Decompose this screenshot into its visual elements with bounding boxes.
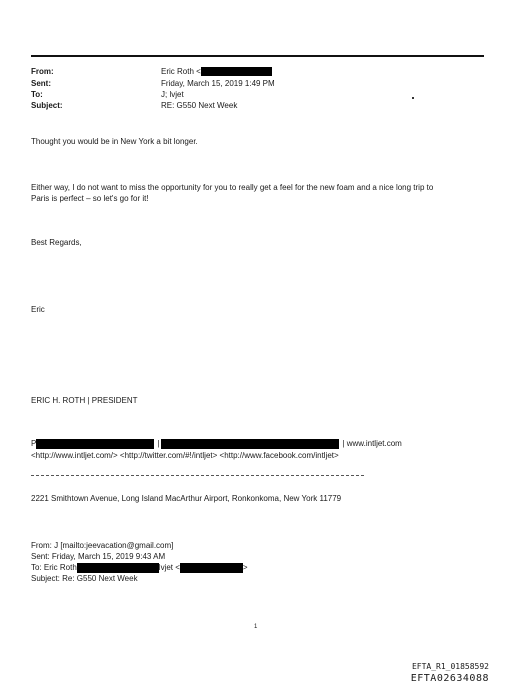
efta-small-id: EFTA_R1_01858592 (411, 662, 489, 671)
quoted-to-prefix: To: Eric Roth (31, 563, 77, 572)
header-rule (31, 55, 484, 57)
dashed-divider (31, 475, 364, 476)
subject-value: RE: G550 Next Week (161, 101, 238, 110)
sent-value: Friday, March 15, 2019 1:49 PM (161, 79, 275, 88)
company-address: 2221 Smithtown Avenue, Long Island MacArthur Airport, Ronkonkoma, New York 11779 (31, 494, 342, 503)
closing: Best Regards, (31, 238, 82, 247)
quoted-from: From: J [mailto:jeevacation@gmail.com] (31, 541, 174, 550)
social-links[interactable]: <http://www.intljet.com/> <http://twitter.com/#!/intljet> <http://www.facebook.com/intljet> (31, 451, 339, 460)
phone-prefix: P (31, 439, 37, 448)
quoted-sent: Sent: Friday, March 15, 2019 9:43 AM (31, 552, 166, 561)
signature-contact-line (31, 438, 402, 449)
signature-name-title: ERIC H. ROTH | PRESIDENT (31, 396, 138, 405)
quoted-subject: Subject: Re: G550 Next Week (31, 574, 138, 583)
redaction-bar (161, 439, 339, 449)
redaction-bar (36, 439, 154, 449)
to-label: To: (31, 90, 43, 99)
redaction-bar (180, 563, 243, 573)
quoted-to-mid: lvjet < (158, 563, 180, 572)
body-line-1: Thought you would be in New York a bit longer. (31, 137, 198, 146)
body-para-2-line-2: Paris is perfect – so let's go for it! (31, 194, 149, 203)
separator: | (157, 439, 160, 448)
signoff: Eric (31, 305, 45, 314)
from-sender: Eric Roth < (161, 67, 201, 76)
redaction-bar (201, 67, 272, 76)
from-value (161, 67, 272, 77)
sent-label: Sent: (31, 79, 51, 88)
quoted-to (31, 562, 248, 573)
to-value: J; lvjet (161, 90, 184, 99)
website-link[interactable]: | www.intljet.com (342, 439, 402, 448)
subject-label: Subject: (31, 101, 63, 110)
stray-mark (412, 97, 414, 99)
page-number: 1 (254, 624, 258, 630)
quoted-to-suffix: > (242, 563, 248, 572)
redaction-bar (77, 563, 159, 573)
from-label: From: (31, 67, 54, 76)
efta-large-id: EFTA02634088 (410, 673, 489, 684)
body-para-2-line-1: Either way, I do not want to miss the opportunity for you to really get a feel for the new foam and a nice long trip to (31, 183, 434, 192)
